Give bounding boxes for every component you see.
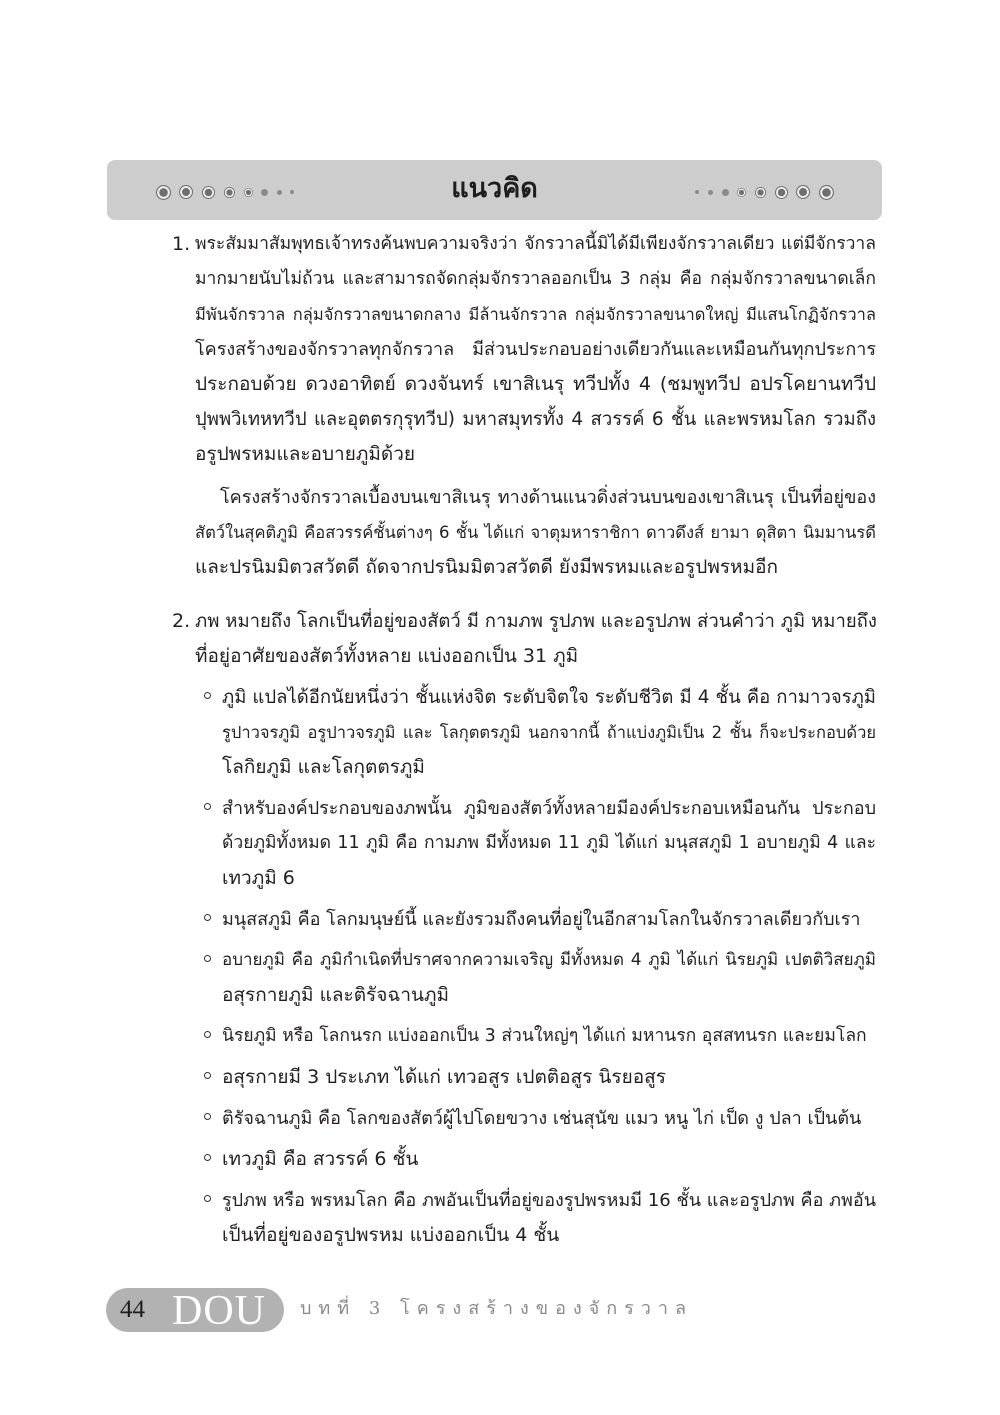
bullet-circle-icon	[204, 1113, 211, 1120]
page-number: 44	[120, 1296, 145, 1323]
text-line: สัตว์ในสุคติภูมิ คือสวรรค์ชั้นต่างๆ 6 ชั้น ได้แก่ จาตุมหาราชิกา ดาวดึงส์ ยามา ดุสิตา นิมมานรดี	[195, 523, 876, 542]
text-line: ด้วยภูมิทั้งหมด 11 ภูมิ คือ กามภพ มีทั้งหมด 11 ภูมิ ได้แก่ มนุสสภูมิ 1 อบายภูมิ 4 และ	[222, 833, 876, 853]
decorative-dot-icon	[775, 186, 788, 199]
body-text	[172, 227, 877, 1253]
bullet-circle-icon	[204, 1154, 211, 1161]
bullet-circle-icon	[204, 955, 211, 962]
item-number: 1.	[172, 233, 191, 255]
bullet-circle-icon	[204, 692, 211, 699]
decorative-dot-icon	[796, 185, 810, 199]
text-line: ติรัจฉานภูมิ คือ โลกของสัตว์ผู้ไปโดยขวาง เช่นสุนัข แมว หนู ไก่ เป็ด งู ปลา เป็นต้น	[222, 1108, 862, 1129]
numbered-item-1	[172, 227, 876, 585]
text-line: มนุสสภูมิ คือ โลกมนุษย์นี้ และยังรวมถึงคนที่อยู่ในอีกสามโลกในจักรวาลเดียวกับเรา	[222, 909, 861, 930]
bullet-item	[195, 791, 876, 896]
decorative-dot-icon	[737, 188, 746, 197]
text-line: พระสัมมาสัมพุทธเจ้าทรงค้นพบความจริงว่า จักรวาลนี้มิได้มีเพียงจักรวาลเดียว แต่มีจักรวาล	[195, 234, 876, 254]
bullet-circle-icon	[204, 914, 211, 921]
bullet-item	[195, 680, 876, 785]
text-line: สำหรับองค์ประกอบของภพนั้น ภูมิของสัตว์ทั้งหลายมีองค์ประกอบเหมือนกัน ประกอบ	[222, 798, 876, 819]
text-line: มีพันจักรวาล กลุ่มจักรวาลขนาดกลาง มีล้านจักรวาล กลุ่มจักรวาลขนาดใหญ่ มีแสนโกฏิจักรวาล	[195, 305, 876, 324]
bullet-list	[195, 680, 876, 1253]
text-line: มากมายนับไม่ถ้วน และสามารถจัดกลุ่มจักรวาลออกเป็น 3 กลุ่ม คือ กลุ่มจักรวาลขนาดเล็ก	[195, 269, 876, 289]
text-line: เป็นที่อยู่ของอรูปพรหม แบ่งออกเป็น 4 ชั้น	[222, 1224, 560, 1246]
bullet-item	[195, 1101, 876, 1136]
text-line: ประกอบด้วย ดวงอาทิตย์ ดวงจันทร์ เขาสิเนรุ ทวีปทั้ง 4 (ชมพูทวีป อปรโคยานทวีป	[195, 373, 876, 395]
item-number: 2.	[172, 610, 191, 632]
text-line: โครงสร้างจักรวาลเบื้องบนเขาสิเนรุ ทางด้านแนวดิ่งส่วนบนของเขาสิเนรุ เป็นที่อยู่ของ	[220, 487, 876, 508]
brand-logo-text: DOU	[172, 1288, 266, 1334]
bullet-circle-icon	[204, 1031, 211, 1038]
concept-header-box	[107, 160, 882, 220]
text-line: ภูมิ แปลได้อีกนัยหนึ่งว่า ชั้นแห่งจิต ระดับจิตใจ ระดับชีวิต มี 4 ชั้น คือ กามาวจรภูมิ	[222, 687, 876, 708]
decorative-dot-icon	[695, 190, 699, 194]
text-line: และปรนิมมิตวสวัตดี ถัดจากปรนิมมิตวสวัตดี ยังมีพรหมและอรูปพรหมอีก	[195, 556, 779, 578]
bullet-item	[195, 902, 876, 937]
bullet-circle-icon	[204, 1195, 211, 1202]
numbered-item-2	[172, 604, 877, 1253]
text-line: เทวภูมิ คือ สวรรค์ 6 ชั้น	[222, 1148, 419, 1170]
bullet-item	[195, 1142, 876, 1177]
text-line: รูปภพ หรือ พรหมโลก คือ ภพอันเป็นที่อยู่ของรูปพรหมมี 16 ชั้น และอรูปภพ คือ ภพอัน	[222, 1190, 876, 1211]
text-line: อสุรกายมี 3 ประเภท ได้แก่ เทวอสูร เปตติอสูร นิรยอสูร	[222, 1066, 666, 1088]
bullet-circle-icon	[204, 1072, 211, 1079]
text-line: โครงสร้างของจักรวาลทุกจักรวาล มีส่วนประกอบอย่างเดียวกันและเหมือนกันทุกประการ	[195, 339, 876, 360]
text-line: ปุพพวิเทหทวีป และอุตตรกุรุทวีป) มหาสมุทรทั้ง 4 สวรรค์ 6 ชั้น และพรหมโลก รวมถึง	[195, 409, 876, 430]
text-line: เทวภูมิ 6	[222, 867, 295, 889]
decorative-dot-icon	[755, 187, 766, 198]
decorative-dot-icon	[708, 190, 713, 195]
bullet-circle-icon	[204, 803, 211, 810]
text-line: ภพ หมายถึง โลกเป็นที่อยู่ของสัตว์ มี กามภพ รูปภพ และอรูปภพ ส่วนคำว่า ภูมิ หมายถึง	[195, 611, 877, 632]
paragraph	[195, 480, 876, 585]
text-line: อสุรกายภูมิ และติรัจฉานภูมิ	[222, 984, 450, 1006]
bullet-item	[195, 1019, 876, 1054]
bullet-item	[195, 943, 876, 1013]
text-line: อรูปพรหมและอบายภูมิด้วย	[195, 443, 416, 465]
chapter-title: บทที่ 3 โครงสร้างของจักรวาล	[300, 1298, 694, 1319]
decorative-dot-icon	[819, 185, 834, 200]
decorative-dot-icon	[722, 189, 729, 196]
header-title: แนวคิด	[451, 173, 538, 204]
text-line: ที่อยู่อาศัยของสัตว์ทั้งหลาย แบ่งออกเป็น 31 ภูมิ	[195, 645, 579, 667]
text-line: รูปาวจรภูมิ อรูปาวจรภูมิ และ โลกุตตรภูมิ นอกจากนี้ ถ้าแบ่งภูมิเป็น 2 ชั้น ก็จะประกอบด้วย	[222, 723, 876, 742]
text-line: โลกิยภูมิ และโลกุตตรภูมิ	[222, 756, 425, 778]
text-line: อบายภูมิ คือ ภูมิกำเนิดที่ปราศจากความเจริญ มีทั้งหมด 4 ภูมิ ได้แก่ นิรยภูมิ เปตติวิสยภูมิ	[222, 950, 876, 970]
bullet-item	[195, 1183, 876, 1253]
text-line: นิรยภูมิ หรือ โลกนรก แบ่งออกเป็น 3 ส่วนใหญ่ๆ ได้แก่ มหานรก อุสสทนรก และยมโลก	[222, 1026, 867, 1046]
bullet-item	[195, 1060, 876, 1095]
footer-badge	[106, 1288, 284, 1332]
